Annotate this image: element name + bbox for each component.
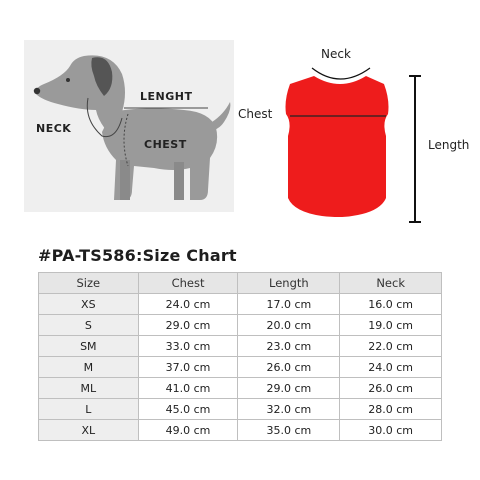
- chest-cell: 29.0 cm: [138, 315, 238, 336]
- dog-body: [102, 108, 217, 200]
- size-cell: S: [39, 315, 139, 336]
- table-row: [39, 336, 442, 357]
- length-cell: 17.0 cm: [238, 294, 340, 315]
- table-row: [39, 378, 442, 399]
- size-chart-title: #PA-TS586:Size Chart: [38, 246, 237, 265]
- size-cell: SM: [39, 336, 139, 357]
- dog-tail: [212, 102, 230, 130]
- shirt-body: [286, 76, 389, 217]
- dog-back-leg: [174, 162, 184, 200]
- table-header-row: [39, 273, 442, 294]
- chest-cell: 33.0 cm: [138, 336, 238, 357]
- dog-chest-label: CHEST: [144, 138, 187, 151]
- chest-cell: 45.0 cm: [138, 399, 238, 420]
- header-size: Size: [39, 273, 139, 294]
- table-row: [39, 294, 442, 315]
- neck-cell: 19.0 cm: [340, 315, 442, 336]
- shirt-neck-label: Neck: [321, 47, 351, 61]
- dog-front-leg: [120, 160, 130, 200]
- neck-cell: 28.0 cm: [340, 399, 442, 420]
- length-cell: 20.0 cm: [238, 315, 340, 336]
- table-row: [39, 399, 442, 420]
- header-length: Length: [238, 273, 340, 294]
- neck-cell: 16.0 cm: [340, 294, 442, 315]
- table-row: [39, 357, 442, 378]
- chest-cell: 24.0 cm: [138, 294, 238, 315]
- table-row: [39, 420, 442, 441]
- chest-cell: 37.0 cm: [138, 357, 238, 378]
- size-cell: XL: [39, 420, 139, 441]
- length-cell: 35.0 cm: [238, 420, 340, 441]
- dog-head: [36, 55, 125, 130]
- length-cell: 29.0 cm: [238, 378, 340, 399]
- length-cell: 23.0 cm: [238, 336, 340, 357]
- dog-eye: [66, 78, 70, 82]
- length-cell: 32.0 cm: [238, 399, 340, 420]
- dog-nose: [34, 88, 40, 94]
- size-cell: L: [39, 399, 139, 420]
- shirt-chest-label: Chest: [238, 107, 273, 121]
- size-chart-table: [38, 272, 442, 441]
- shirt-illustration: [230, 40, 480, 230]
- neck-cell: 30.0 cm: [340, 420, 442, 441]
- shirt-neck-line: [312, 68, 370, 79]
- neck-cell: 24.0 cm: [340, 357, 442, 378]
- size-cell: M: [39, 357, 139, 378]
- dog-length-label: LENGHT: [140, 90, 193, 103]
- dog-neck-label: NECK: [36, 122, 72, 135]
- header-neck: Neck: [340, 273, 442, 294]
- size-cell: ML: [39, 378, 139, 399]
- header-chest: Chest: [138, 273, 238, 294]
- length-cell: 26.0 cm: [238, 357, 340, 378]
- size-cell: XS: [39, 294, 139, 315]
- shirt-measurement-diagram: [230, 40, 480, 230]
- neck-cell: 26.0 cm: [340, 378, 442, 399]
- chest-cell: 49.0 cm: [138, 420, 238, 441]
- dog-measurement-diagram: [24, 40, 234, 212]
- neck-cell: 22.0 cm: [340, 336, 442, 357]
- shirt-length-label: Length: [428, 138, 470, 152]
- table-row: [39, 315, 442, 336]
- chest-cell: 41.0 cm: [138, 378, 238, 399]
